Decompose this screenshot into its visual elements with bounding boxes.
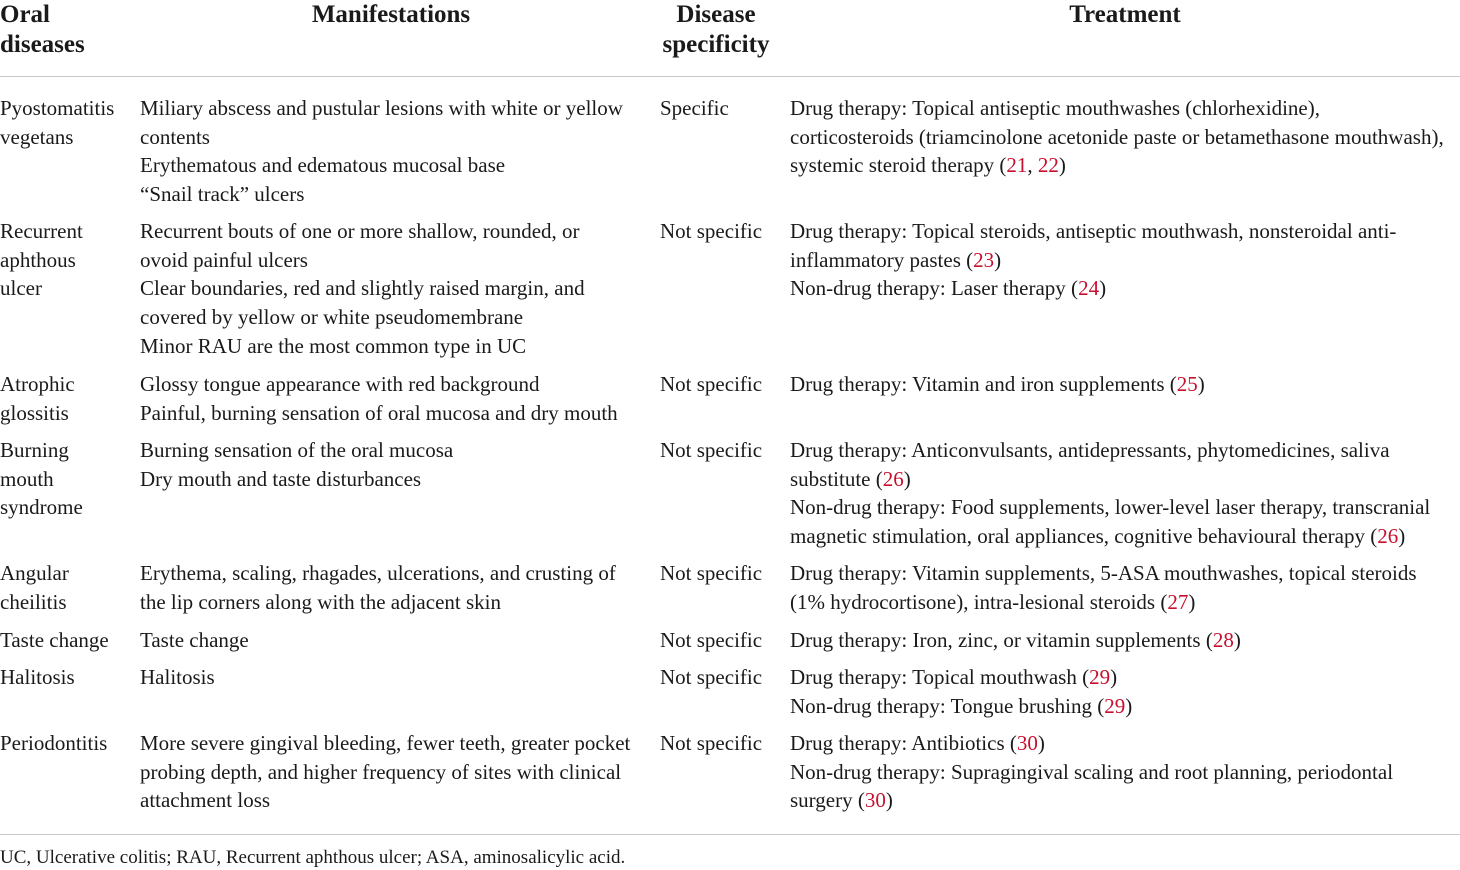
reference-link[interactable]: 28	[1212, 628, 1234, 652]
cell-manifestations	[140, 729, 630, 815]
reference-link[interactable]: 21	[1006, 153, 1028, 178]
text-segment: Non-drug therapy: Laser therapy (	[790, 276, 1079, 301]
text-segment: substitute (	[790, 466, 883, 491]
cell-oral-disease	[0, 626, 109, 655]
reference-link[interactable]: 27	[1167, 589, 1189, 614]
cell-manifestations	[140, 94, 623, 209]
cell-line: Halitosis	[140, 665, 215, 689]
text-segment: Drug therapy: Vitamin supplements, 5-ASA mouthwashes, topical steroids	[790, 561, 1417, 585]
cell-line	[790, 465, 1430, 494]
cell-line: Burning sensation of the oral mucosa	[140, 438, 454, 462]
header-line: Oral	[0, 1, 50, 28]
cell-manifestations	[140, 436, 453, 493]
cell-line: Burning	[0, 438, 69, 462]
text-segment: Non-drug therapy: Food supplements, lower-level laser therapy, transcranial	[790, 495, 1431, 520]
cell-line: Halitosis	[0, 665, 75, 689]
table-footnote: UC, Ulcerative colitis; RAU, Recurrent aphthous ulcer; ASA, aminosalicylic acid.	[0, 847, 626, 868]
text-segment: Drug therapy: Vitamin and iron supplements (	[790, 372, 1177, 396]
cell-manifestations	[140, 626, 249, 655]
cell-line	[790, 692, 1132, 721]
cell-line: the lip corners along with the adjacent skin	[140, 589, 501, 614]
cell-line: Recurrent	[0, 219, 83, 243]
cell-line: glossitis	[0, 400, 69, 425]
cell-line	[790, 626, 1241, 655]
cell-treatment	[790, 370, 1205, 399]
cell-treatment	[790, 559, 1417, 616]
cell-line	[790, 663, 1132, 692]
header-line: specificity	[662, 31, 770, 58]
cell-line: Dry mouth and taste disturbances	[140, 466, 422, 491]
reference-link[interactable]: 30	[1016, 731, 1038, 755]
text-segment: )	[1125, 693, 1133, 718]
cell-disease-specificity: Not specific	[660, 372, 763, 396]
cell-line: attachment loss	[140, 788, 271, 813]
text-segment: Non-drug therapy: Tongue brushing (	[790, 693, 1105, 718]
cell-line	[790, 436, 1430, 465]
cell-oral-disease	[0, 217, 83, 303]
reference-link[interactable]: 24	[1078, 276, 1100, 301]
cell-line: Painful, burning sensation of oral mucosa and dry mouth	[140, 400, 618, 425]
header-oral-diseases	[0, 0, 130, 60]
cell-line: ulcer	[0, 276, 42, 301]
cell-manifestations	[140, 370, 618, 427]
cell-oral-disease	[0, 370, 75, 427]
cell-line: Glossy tongue appearance with red background	[140, 372, 540, 396]
text-segment: inflammatory pastes (	[790, 247, 974, 272]
cell-line: Atrophic	[0, 372, 75, 396]
cell-manifestations	[140, 663, 215, 692]
cell-disease-specificity: Not specific	[660, 731, 763, 755]
cell-disease-specificity: Not specific	[660, 219, 763, 243]
cell-line: syndrome	[0, 495, 83, 520]
cell-line	[790, 151, 1444, 180]
cell-disease-specificity: Not specific	[660, 438, 763, 462]
reference-link[interactable]: 22	[1037, 153, 1059, 178]
reference-link[interactable]: 30	[864, 788, 886, 813]
text-segment: )	[1058, 153, 1066, 178]
cell-treatment	[790, 663, 1132, 720]
text-segment: )	[1037, 731, 1045, 755]
cell-line	[790, 217, 1396, 246]
cell-treatment	[790, 94, 1444, 180]
text-segment: )	[1197, 372, 1205, 396]
text-segment: )	[1398, 524, 1406, 549]
text-segment: )	[1188, 589, 1196, 614]
cell-line: Clear boundaries, red and slightly raised margin, and	[140, 276, 585, 301]
cell-line: mouth	[0, 466, 54, 491]
cell-line: contents	[140, 124, 210, 149]
cell-line	[790, 274, 1396, 303]
cell-disease-specificity: Specific	[660, 96, 729, 120]
text-segment: )	[885, 788, 893, 813]
text-segment: )	[903, 466, 911, 491]
cell-treatment	[790, 217, 1396, 303]
text-segment: Drug therapy: Antibiotics (	[790, 731, 1017, 755]
cell-line	[790, 370, 1205, 399]
cell-line: aphthous	[0, 247, 76, 272]
cell-line	[790, 522, 1430, 551]
text-segment: surgery (	[790, 788, 865, 813]
text-segment: (1% hydrocortisone), intra-lesional steroids (	[790, 589, 1168, 614]
cell-treatment	[790, 436, 1430, 551]
cell-line	[790, 123, 1444, 152]
cell-line: Taste change	[0, 628, 109, 652]
text-segment: ,	[1027, 153, 1038, 178]
text-segment: corticosteroids (triamcinolone acetonide paste or betamethasone mouthwash),	[790, 124, 1444, 149]
text-segment: systemic steroid therapy (	[790, 153, 1007, 178]
bottom-rule	[0, 834, 1460, 835]
cell-treatment	[790, 729, 1393, 815]
reference-link[interactable]: 25	[1176, 372, 1198, 396]
reference-link[interactable]: 26	[1377, 524, 1399, 549]
header-rule	[0, 76, 1460, 77]
cell-oral-disease	[0, 729, 107, 758]
cell-line: “Snail track” ulcers	[140, 182, 305, 207]
cell-line: vegetans	[0, 124, 74, 149]
cell-line: Erythema, scaling, rhagades, ulcerations, and crusting of	[140, 561, 616, 585]
cell-line: Minor RAU are the most common type in UC	[140, 333, 527, 358]
cell-disease-specificity: Not specific	[660, 665, 763, 689]
cell-line: Miliary abscess and pustular lesions with white or yellow	[140, 96, 623, 120]
text-segment: )	[1099, 276, 1107, 301]
text-segment: )	[1110, 665, 1118, 689]
cell-line: Recurrent bouts of one or more shallow, rounded, or	[140, 219, 580, 243]
cell-oral-disease	[0, 94, 114, 151]
cell-treatment	[790, 626, 1241, 655]
text-segment: Drug therapy: Topical steroids, antiseptic mouthwash, nonsteroidal anti-	[790, 219, 1397, 243]
cell-line	[790, 94, 1444, 123]
cell-oral-disease	[0, 559, 69, 616]
header-manifestations: Manifestations	[311, 1, 471, 28]
cell-line: More severe gingival bleeding, fewer teeth, greater pocket	[140, 731, 631, 755]
cell-line: cheilitis	[0, 589, 67, 614]
cell-manifestations	[140, 559, 616, 616]
cell-line	[790, 729, 1393, 758]
cell-line: Angular	[0, 561, 69, 585]
text-segment: Drug therapy: Topical antiseptic mouthwashes (chlorhexidine),	[790, 96, 1320, 120]
cell-line: Erythematous and edematous mucosal base	[140, 153, 506, 178]
cell-oral-disease	[0, 663, 75, 692]
cell-line	[790, 588, 1417, 617]
cell-line: Pyostomatitis	[0, 96, 115, 120]
cell-line: Taste change	[140, 628, 249, 652]
cell-line: ovoid painful ulcers	[140, 247, 308, 272]
text-segment: Drug therapy: Anticonvulsants, antidepressants, phytomedicines, saliva	[790, 438, 1390, 462]
text-segment: Non-drug therapy: Supragingival scaling and root planning, periodontal	[790, 759, 1394, 784]
reference-link[interactable]: 23	[973, 247, 995, 272]
text-segment: )	[994, 247, 1002, 272]
text-segment: Drug therapy: Iron, zinc, or vitamin supplements (	[790, 628, 1213, 652]
cell-disease-specificity: Not specific	[660, 561, 763, 585]
text-segment: Drug therapy: Topical mouthwash (	[790, 665, 1090, 689]
cell-line	[790, 559, 1417, 588]
header-line: diseases	[0, 31, 85, 58]
reference-link[interactable]: 26	[882, 466, 904, 491]
cell-line	[790, 246, 1396, 275]
reference-link[interactable]: 29	[1089, 665, 1111, 689]
header-treatment: Treatment	[1069, 1, 1181, 28]
cell-line	[790, 758, 1393, 787]
cell-oral-disease	[0, 436, 83, 522]
cell-manifestations	[140, 217, 585, 361]
cell-line: Periodontitis	[0, 731, 108, 755]
cell-line	[790, 786, 1393, 815]
cell-disease-specificity: Not specific	[660, 628, 763, 652]
text-segment: magnetic stimulation, oral appliances, cognitive behavioural therapy (	[790, 524, 1378, 549]
header-line: Disease	[676, 1, 756, 28]
cell-line	[790, 493, 1430, 522]
cell-line: probing depth, and higher frequency of sites with clinical	[140, 759, 622, 784]
text-segment: )	[1233, 628, 1241, 652]
reference-link[interactable]: 29	[1104, 693, 1126, 718]
header-disease-specificity	[655, 0, 777, 60]
cell-line: covered by yellow or white pseudomembrane	[140, 305, 524, 330]
